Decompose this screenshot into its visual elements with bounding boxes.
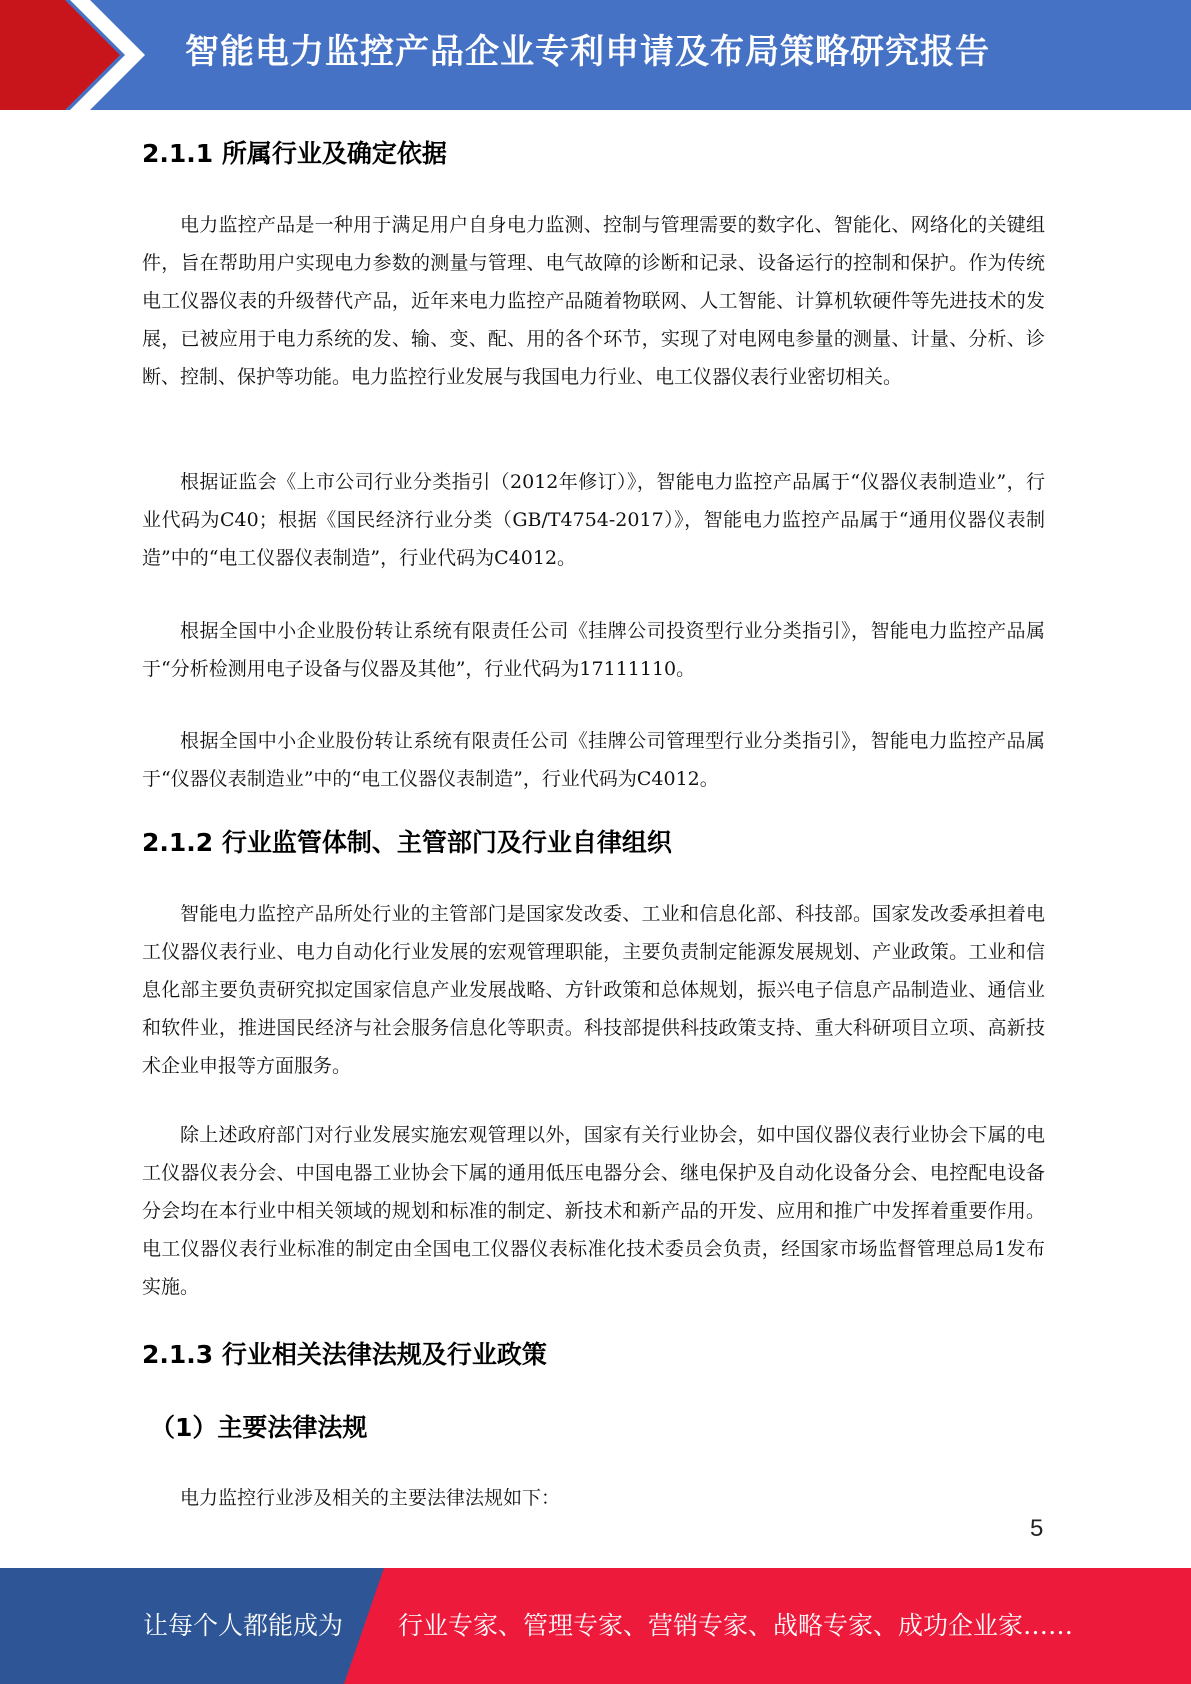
page-footer	[0, 1568, 1191, 1684]
subsection-heading: （1）主要法律法规	[150, 1413, 368, 1442]
footer-slogan-right: 行业专家、管理专家、营销专家、战略专家、成功企业家……	[398, 1611, 1074, 1640]
section-heading-2-1-3: 2.1.3 行业相关法律法规及行业政策	[142, 1340, 547, 1369]
paragraph: 根据全国中小企业股份转让系统有限责任公司《挂牌公司投资型行业分类指引》，智能电力监控产品属于“分析检测用电子设备与仪器及其他”，行业代码为17111110。	[142, 620, 1045, 680]
paragraph: 智能电力监控产品所处行业的主管部门是国家发改委、工业和信息化部、科技部。国家发改委承担着电工仪器仪表行业、电力自动化行业发展的宏观管理职能，主要负责制定能源发展规划、产业政策。工业和信息化部主要负责研究拟定国家信息产业发展战略、方针政策和总体规划，振兴电子信息产品制造业、通信业和软件业，推进国民经济与社会服务信息化等职责。科技部提供科技政策支持、重大科研项目立项、高新技术企业申报等方面服务。	[142, 903, 1045, 1077]
footer-slogan-left: 让每个人都能成为	[143, 1611, 344, 1640]
paragraph: 根据证监会《上市公司行业分类指引（2012年修订）》，智能电力监控产品属于“仪器仪表制造业”，行业代码为C40；根据《国民经济行业分类（GB/T4754-2017）》，智能电力监控产品属于“通用仪器仪表制造”中的“电工仪器仪表制造”，行业代码为C4012。	[142, 471, 1045, 569]
paragraph: 根据全国中小企业股份转让系统有限责任公司《挂牌公司管理型行业分类指引》，智能电力监控产品属于“仪器仪表制造业”中的“电工仪器仪表制造”，行业代码为C4012。	[142, 730, 1045, 790]
section-heading-2-1-2: 2.1.2 行业监管体制、主管部门及行业自律组织	[142, 828, 672, 857]
paragraph: 电力监控行业涉及相关的主要法律法规如下：	[180, 1487, 561, 1509]
header-red-arrow-decoration	[0, 0, 150, 110]
section-heading-2-1-1: 2.1.1 所属行业及确定依据	[142, 139, 447, 168]
paragraph: 除上述政府部门对行业发展实施宏观管理以外，国家有关行业协会，如中国仪器仪表行业协会下属的电工仪器仪表分会、中国电器工业协会下属的通用低压电器分会、继电保护及自动化设备分会、电控配电设备分会均在本行业中相关领域的规划和标准的制定、新技术和新产品的开发、应用和推广中发挥着重要作用。电工仪器仪表行业标准的制定由全国电工仪器仪表标准化技术委员会负责，经国家市场监督管理总局1发布实施。	[142, 1124, 1045, 1298]
page-number: 5	[1030, 1515, 1044, 1542]
paragraph: 电力监控产品是一种用于满足用户自身电力监测、控制与管理需要的数字化、智能化、网络化的关键组件，旨在帮助用户实现电力参数的测量与管理、电气故障的诊断和记录、设备运行的控制和保护。作为传统电工仪器仪表的升级替代产品，近年来电力监控产品随着物联网、人工智能、计算机软硬件等先进技术的发展，已被应用于电力系统的发、输、变、配、用的各个环节，实现了对电网电参量的测量、计量、分析、诊断、控制、保护等功能。电力监控行业发展与我国电力行业、电工仪器仪表行业密切相关。	[142, 214, 1045, 388]
report-title: 智能电力监控产品企业专利申请及布局策略研究报告	[185, 32, 990, 72]
page-header	[0, 0, 1191, 110]
